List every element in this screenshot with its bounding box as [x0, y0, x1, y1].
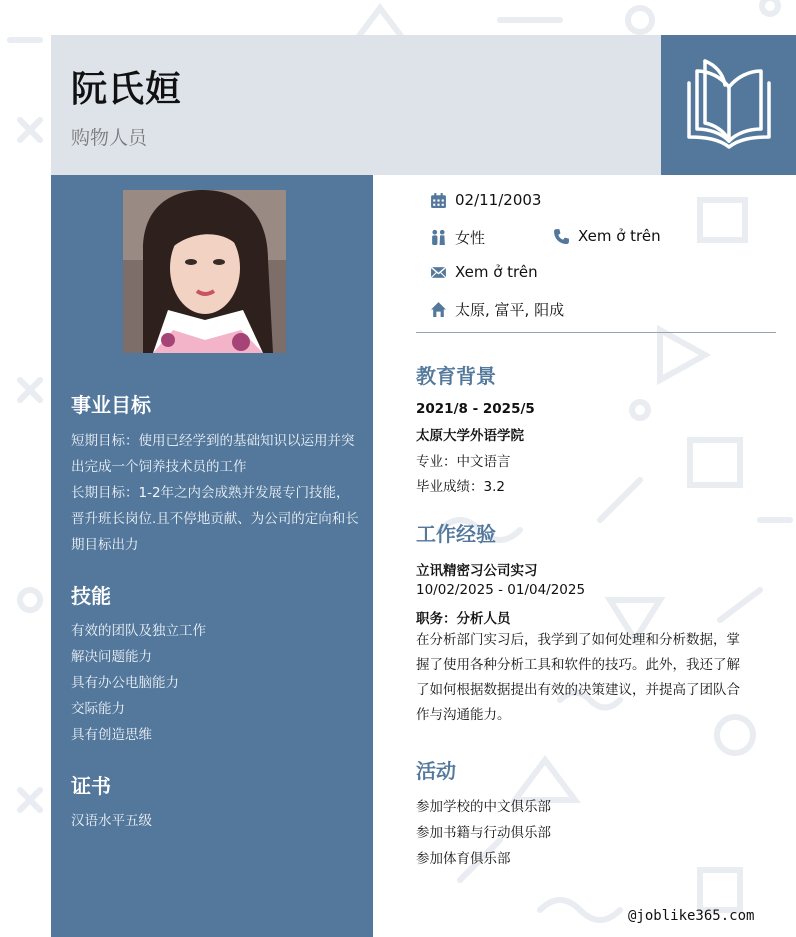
gender-value: 女性 — [455, 229, 486, 247]
candidate-name: 阮氏姮 — [71, 69, 183, 110]
email-row — [430, 263, 538, 281]
footer-watermark: @joblike365.com — [628, 908, 755, 924]
birthday-row — [430, 191, 541, 209]
home-icon — [430, 301, 447, 318]
skill-item: 交际能力 — [71, 701, 125, 717]
calendar-icon — [430, 192, 447, 209]
people-icon — [430, 229, 447, 246]
education-heading: 教育背景 — [416, 364, 496, 388]
envelope-icon — [430, 264, 447, 281]
education-gpa: 毕业成绩：3.2 — [416, 479, 505, 495]
experience-position: 职务：分析人员 — [416, 611, 511, 627]
education-school: 太原大学外语学院 — [416, 428, 524, 444]
experience-description: 在分析部门实习后，我学到了如何处理和分析数据，掌握了使用各种分析工具和软件的技巧。此外，我还了解了如何根据数据提出有效的决策建议，并提高了团队合作与沟通能力。 — [416, 632, 740, 723]
skill-item: 具有创造思维 — [71, 727, 152, 743]
phone-value: Xem ở trên — [578, 227, 661, 245]
activity-item: 参加书籍与行动俱乐部 — [416, 825, 551, 841]
main-content — [416, 175, 776, 937]
experience-period: 10/02/2025 - 01/04/2025 — [416, 582, 586, 598]
contact-divider — [416, 332, 776, 333]
experience-heading: 工作经验 — [416, 522, 496, 546]
skill-item: 有效的团队及独立工作 — [71, 623, 206, 639]
education-period: 2021/8 - 2025/5 — [416, 401, 535, 417]
address-row — [430, 299, 564, 320]
resume-header — [51, 35, 661, 175]
objective-heading: 事业目标 — [71, 393, 151, 417]
short-term-goal: 短期目标：使用已经学到的基础知识以运用并突出完成一个饲养技术员的工作 — [71, 433, 355, 475]
skills-heading: 技能 — [71, 584, 111, 608]
experience-company: 立讯精密习公司实习 — [416, 563, 538, 579]
brand-box — [661, 35, 796, 175]
education-major: 专业：中文语言 — [416, 454, 511, 470]
certificates-heading: 证书 — [71, 774, 111, 798]
activity-item: 参加学校的中文俱乐部 — [416, 799, 551, 815]
open-book-icon — [681, 57, 777, 153]
address-value: 太原, 富平, 阳成 — [455, 301, 565, 319]
long-term-goal: 长期目标：1-2年之内会成熟并发展专门技能，晋升班长岗位.且不停地贡献、为公司的定向和长期目标出力 — [71, 485, 359, 553]
skills-list — [71, 618, 206, 748]
email-value: Xem ở trên — [455, 263, 538, 281]
certificate-item: 汉语水平五级 — [71, 813, 152, 829]
skill-item: 具有办公电脑能力 — [71, 675, 179, 691]
certificates-list — [71, 808, 152, 834]
profile-photo — [123, 190, 286, 353]
sidebar — [51, 175, 373, 937]
candidate-role: 购物人员 — [71, 127, 148, 149]
birthday-value: 02/11/2003 — [455, 191, 542, 209]
gender-row — [430, 227, 485, 248]
activities-heading: 活动 — [416, 759, 456, 783]
skill-item: 解决问题能力 — [71, 649, 152, 665]
resume-page — [51, 35, 796, 937]
phone-row — [553, 227, 661, 245]
phone-icon — [553, 228, 570, 245]
activity-item: 参加体育俱乐部 — [416, 851, 511, 867]
